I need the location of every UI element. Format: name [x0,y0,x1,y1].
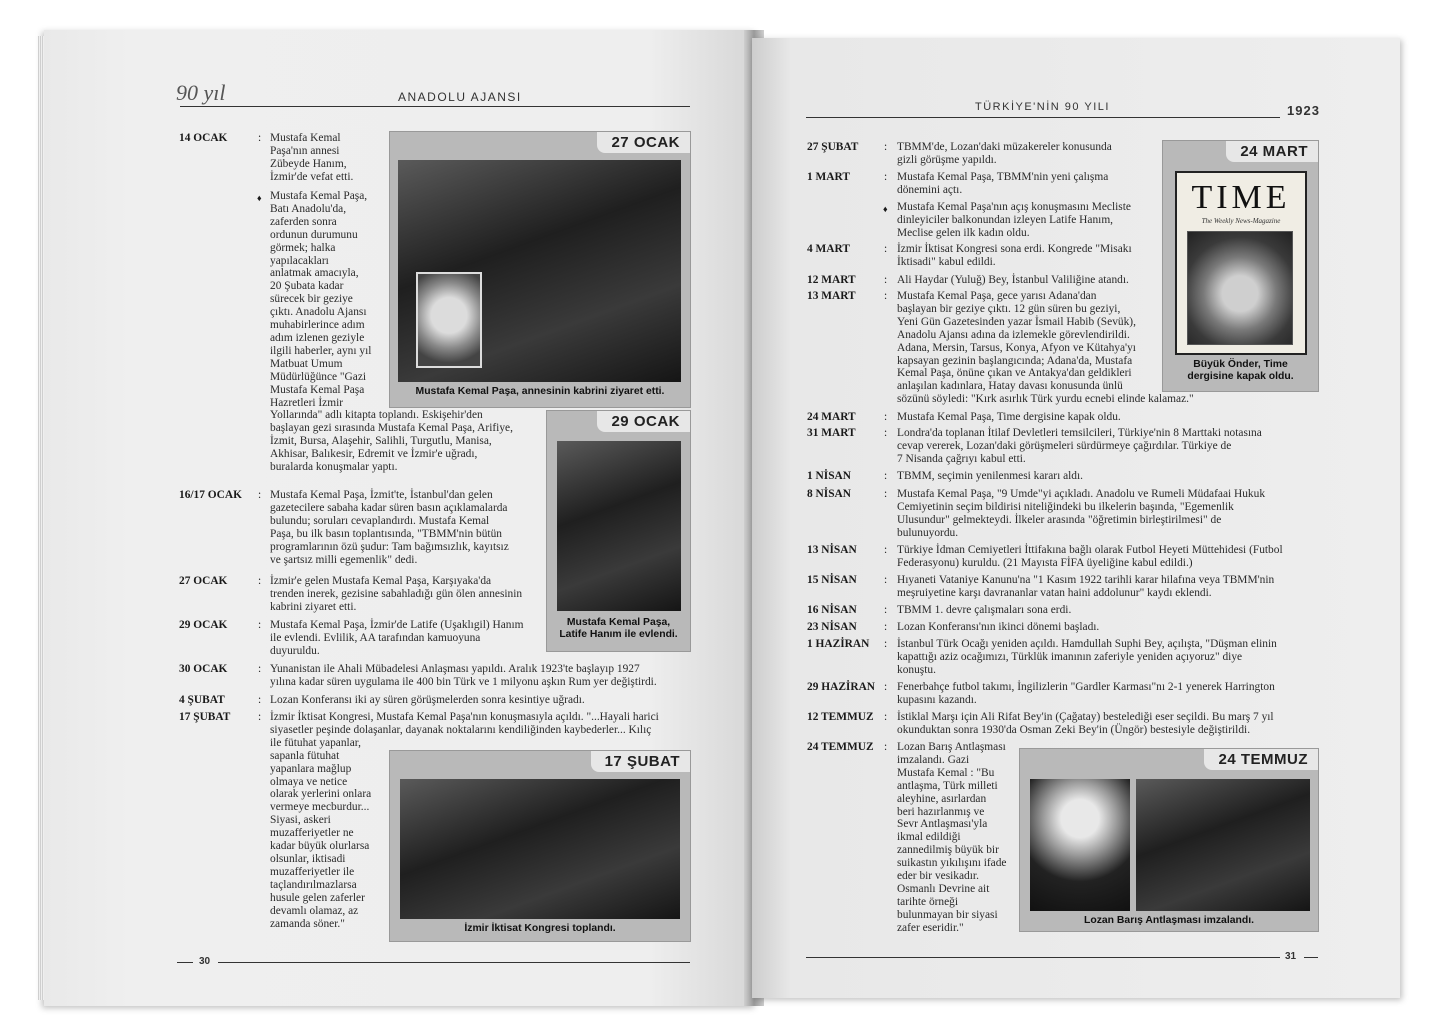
date-label: 13 MART [807,290,856,302]
photo-panel [1162,140,1319,392]
text-line: meşruiyetine karşı davrananlar vatan haini addolunur" kaydı eklendi. [897,586,1212,599]
text-line: aleyhine, asırlardan [897,792,987,805]
separator-colon: : [258,132,262,144]
time-magazine-cover [1175,171,1307,355]
text-line: olmaya ve netice [270,775,348,788]
date-label: 27 OCAK [179,575,228,587]
separator-colon: : [258,711,262,723]
text-line: başlayan bir geziye çıktı. 12 gün süren bu geziyi, [897,302,1121,315]
text-line: Türkiye İdman Cemiyetleri İttifakına bağlı olarak Futbol Heyeti Müttehidesi (Futbol [897,544,1283,556]
time-tagline: The Weekly News-Magazine [1201,217,1281,225]
text-line: yapılacakları [270,254,329,267]
left-running-header: ANADOLU AJANSI [398,90,522,104]
text-line: eder bir vesikadır. [897,870,979,883]
entry-text [897,427,1317,466]
text-line: Paşa'nın annesi [270,144,340,157]
date-label: 17 ŞUBAT [179,711,231,723]
separator-colon: : [884,638,888,650]
bullet-icon: ♦ [257,193,262,203]
left-header-rule [180,106,690,107]
text-line: Yeni Gün Gazetesinden yazar İsmail Habib (Sevük), [897,315,1136,328]
text-line: Mustafa Kemal Paşa, İzmir'de Latife (Uşaklıgil) Hanım [270,619,524,631]
treaty-signing-photo [1136,779,1310,911]
text-line: sürecek bir geziye [270,293,353,306]
separator-colon: : [258,663,262,675]
text-line: kapsayan gezinin başlangıcında; Adana'da, Mustafa [897,354,1133,367]
entry-text [897,574,1317,600]
text-line: kupasını kazandı. [897,693,977,706]
date-label: 29 OCAK [179,619,228,631]
entry-text [897,411,1317,424]
date-label: 12 TEMMUZ [807,711,874,723]
page-number: 31 [1285,951,1297,962]
date-label: 4 ŞUBAT [179,694,225,706]
separator-colon: : [884,141,888,153]
text-line: Yunanistan ile Ahali Mübadelesi Anlaşması yapıldı. Aralık 1923'te başlayıp 1927 [270,663,640,675]
text-line: anlatmak amacıyla, [270,267,359,280]
entry-text [897,638,1317,677]
text-line: ile fütuhat yapanlar, [270,736,361,749]
text-line: dinleyiciler balkonundan izleyen Latife Hanım, [897,213,1114,226]
text-line: 7 Nisanda çağrıyı kabul etti. [897,452,1026,465]
text-line: Kemal Paşa, önüne çıkan ve Antakya'dan geldikleri [897,367,1132,380]
text-line: konuştu. [897,663,936,676]
text-line: Hazretleri İzmir [270,396,344,409]
text-line: İstanbul Türk Ocağı yeniden açıldı. Hamdullah Suphi Bey, açılışta, "Düşman elinin [897,638,1277,650]
date-label: 23 NİSAN [807,621,857,633]
text-line: Paşa, bu ilk basın toplantısında, "TBMM'nin bütün [270,527,502,540]
entry-text [897,141,1167,167]
text-line: İzmir İktisat Kongresi, Mustafa Kemal Paşa'nın konuşmasıyla açıldı. "...Hayali harici [270,711,659,723]
portrait-inset [416,272,482,368]
photo-panel [389,750,691,942]
separator-colon: : [884,604,888,616]
entry-text [897,274,1167,287]
text-line: Anadolu Ajansı adına da izlemekle görevlendirildi. [897,328,1130,341]
entry-text [270,575,550,614]
text-line: antlaşma, Türk milleti [897,779,998,792]
text-line: ilgili haberler, aynı yıl [270,344,372,357]
congress-photo [400,779,680,919]
date-label: 30 OCAK [179,663,228,675]
separator-colon: : [884,681,888,693]
text-line: Federasyonu) kuruldu. (21 Mayısta FİFA üyeliğine kabul edildi.) [897,556,1193,569]
entry-text [897,171,1167,197]
separator-colon: : [884,290,888,302]
separator-colon: : [884,274,888,286]
text-line: husule gelen zaferler [270,891,365,904]
text-line: bulunuyordu. [897,526,959,539]
photo-caption: İzmir İktisat Kongresi toplandı. [464,923,616,934]
separator-colon: : [884,171,888,183]
text-line: devamlı olamaz, az [270,904,359,917]
text-line: muzafferiyetler ne [270,827,354,840]
date-label: 29 HAZİRAN [807,681,876,693]
text-line: sapanla fütuhat [270,749,340,762]
text-line: Mustafa Kemal : "Bu [897,766,995,779]
date-label: 1 MART [807,171,850,183]
photo-caption: Büyük Önder, Time dergisine kapak oldu. [1187,359,1294,382]
footer-rule [806,957,1280,958]
date-label: 15 NİSAN [807,574,857,586]
text-line: Cemiyetinin seçim bildirisi niteliğindeki bu ilkelerin başında, "Egemenlik [897,500,1234,513]
entry-text [270,694,695,707]
entry-text [897,201,1167,240]
entry-text [897,741,1022,935]
text-line: 20 Şubata kadar [270,280,344,293]
text-line: Fenerbahçe futbol takımı, İngilizlerin "Gardler Karması"nı 2-1 yenerek Harrington [897,681,1275,693]
date-label: 24 MART [807,411,856,423]
right-header-rule [806,117,1280,118]
date-label: 16 NİSAN [807,604,857,616]
entry-text [897,681,1317,707]
text-line: duyuruldu. [270,644,320,657]
text-line: ile evlendi. Evlilik, AA tarafından kamuoyuna [270,631,481,644]
text-line: programlarının özü şudur: Tam bağımsızlık, kayıtsız [270,540,509,553]
text-line: suikastın yıkılışını ifade [897,857,1007,870]
text-line: TBMM 1. devre çalışmaları sona erdi. [897,604,1072,616]
entry-text [270,619,550,658]
text-line: Adana, Mersin, Tarsus, Konya, Afyon ve Kütahya'yı [897,341,1136,354]
text-line: vermeye mecburdur... [270,801,370,814]
text-line: Mustafa Kemal Paşa [270,383,365,396]
footer-rule [177,962,193,963]
text-line: tarihte örneği [897,895,959,908]
date-label: 1 NİSAN [807,470,851,482]
text-line: bulundu; soruları cevaplandırdı. Mustafa Kemal [270,514,490,527]
text-line: Mustafa Kemal Paşa, Time dergisine kapak oldu. [897,411,1121,423]
separator-colon: : [258,575,262,587]
separator-colon: : [884,243,888,255]
photo-date-tab: 24 TEMMUZ [1204,749,1318,770]
date-label: 27 ŞUBAT [807,141,859,153]
text-line: muzafferiyetler ile [270,865,355,878]
footer-rule [1304,957,1318,958]
text-line: yılına kadar süren uygulama ile 400 bin Türk ve 1 milyonu aşkın Rum yer değiştirdi. [270,675,657,688]
photo-caption: Lozan Barış Antlaşması imzalandı. [1084,915,1254,926]
text-line: başlayan gezi sırasında Mustafa Kemal Paşa, Arifiye, [270,422,513,435]
text-line: TBMM'de, Lozan'daki müzakereler konusunda [897,141,1112,153]
text-line: Meclise gelen ilk kadın oldu. [897,226,1030,239]
text-line: bulunmayan bir siyasi [897,908,998,921]
text-line: İzmir'e gelen Mustafa Kemal Paşa, Karşıyaka'da [270,575,492,587]
date-label: 12 MART [807,274,856,286]
text-line: Londra'da toplanan İtilaf Devletleri temsilcileri, Türkiye'nin 8 Marttaki notasına [897,427,1262,439]
entry-text [897,621,1317,634]
photo-date-tab: 29 OCAK [597,411,690,432]
entry-text [270,489,550,566]
photo-date-tab: 24 MART [1226,141,1318,162]
text-line: adım izlenen geziyle [270,331,365,344]
date-label: 16/17 OCAK [179,489,242,501]
text-line: Lozan Konferansı iki ay süren görüşmelerden sonra kesintiye uğradı. [270,694,585,706]
text-line: Sevr Antlaşması'yla [897,818,988,831]
footer-rule [218,962,690,963]
text-line: kadar büyük olurlarsa [270,840,370,853]
entry-text [897,243,1167,269]
date-label: 24 TEMMUZ [807,741,874,753]
text-line: Mustafa Kemal Paşa'nın açış konuşmasını Mecliste [897,201,1131,213]
bullet-icon: ♦ [883,204,888,214]
entry-text [897,604,1317,617]
text-line: zafer eseridir." [897,921,964,934]
text-line: siyasetler peşinde dolaşanlar, dayanak noktalarını kendiliğinden kaybederler... Kılıç [270,723,652,736]
text-line: zaferden sonra [270,215,337,228]
text-line: ordunun durumunu [270,228,358,241]
date-label: 1 HAZİRAN [807,638,870,650]
text-line: gazetecilere sabaha kadar süren basın açıklamalarda [270,501,508,514]
entry-text [897,290,1194,406]
separator-colon: : [258,619,262,631]
separator-colon: : [884,741,888,753]
text-line: Matbuat Umum [270,357,343,370]
text-line: TBMM, seçimin yenilenmesi kararı aldı. [897,470,1084,482]
text-line: Yollarında" adlı kitapta toplandı. Eskişehir'den [270,409,483,422]
text-line: sözünü söyledi: "Kırk asırlık Türk yurdu ecnebi elinde kalamaz." [897,393,1194,406]
text-line: İktisadi" kabul edildi. [897,255,996,268]
text-line: dönemini açtı. [897,183,963,196]
text-line: Batı Anadolu'da, [270,202,347,215]
text-line: muhabirlerince adım [270,319,365,332]
right-running-header: TÜRKİYE'NİN 90 YILI [975,101,1110,113]
text-line: Hıyaneti Vataniye Kanunu'na "1 Kasım 1922 tarihli karar hilafına veya TBMM'nin [897,574,1275,586]
date-label: 4 MART [807,243,850,255]
photo-caption: Mustafa Kemal Paşa, Latife Hanım ile evlendi. [559,617,678,640]
text-line: Mustafa Kemal Paşa, TBMM'nin yeni çalışma [897,171,1109,183]
text-line: beri hazırlanmış ve [897,805,985,818]
entry-text [897,711,1317,737]
text-line: çıktı. Anadolu Ajansı [270,306,367,319]
text-line: Mustafa Kemal Paşa, gece yarısı Adana'dan [897,290,1097,302]
entry-text [897,470,1317,483]
text-line: ikmal edildiği [897,831,961,844]
anniversary-logo: 90 yıl [176,80,226,105]
text-line: İzmir'de vefat etti. [270,170,354,183]
separator-colon: : [884,621,888,633]
photo-panel [1019,748,1319,932]
text-line: yapanlara mağlup [270,762,352,775]
entry-text [897,544,1317,570]
text-line: buralarda konuşmalar yaptı. [270,461,398,474]
photo-date-tab: 17 ŞUBAT [591,751,690,772]
text-line: anlaşılan kadınlara, Hatay davası konusunda ünlü [897,380,1123,393]
text-line: taçlandırılmazlarsa [270,878,357,891]
text-line: Osmanlı Devrine ait [897,882,990,895]
time-masthead: TIME [1191,179,1291,216]
text-line: olarak yerlerini onlara [270,788,372,801]
text-line: cevap vererek, Lozan'daki görüşmeleri sürdürmeye çağırdılar. Türkiye de [897,439,1232,452]
separator-colon: : [884,488,888,500]
photo-panel [546,410,691,652]
text-line: görmek; halka [270,241,336,254]
separator-colon: : [884,544,888,556]
text-line: Ali Haydar (Yuluğ) Bey, İstanbul Valiliğine atandı. [897,274,1129,286]
text-line: ve şartsız milli egemenlik" dedi. [270,553,418,566]
text-line: Siyasi, askeri [270,814,331,827]
portrait-photo [1030,779,1130,911]
text-line: kabrini ziyaret etti. [270,600,357,613]
text-line: Mustafa Kemal [270,132,341,144]
separator-colon: : [884,411,888,423]
text-line: kapattığı aziz ocağımızı, Türklük imanının zaferiyle yeniden açıyoruz" diye [897,650,1243,663]
text-line: Ulusundur" gelmekteydi. İlkeler arasında "öğretimin birleştirilmesi" de [897,513,1222,526]
text-line: okunduktan sonra 1930'da Osman Zeki Bey'in (Üngör) bestesiyle değiştirildi. [897,723,1251,736]
date-label: 14 OCAK [179,132,228,144]
separator-colon: : [258,489,262,501]
separator-colon: : [258,694,262,706]
text-line: zamanda söner." [270,917,345,930]
text-line: imzalandı. Gazi [897,753,970,766]
date-label: 8 NİSAN [807,488,851,500]
text-line: İzmir İktisat Kongresi sona erdi. Kongrede "Misakı [897,243,1132,255]
text-line: trenden inerek, gezisine sabahladığı gün ölen annesinin [270,587,523,600]
text-line: olsunlar, iktisadi [270,852,346,865]
text-line: İstiklal Marşı için Ali Rifat Bey'in (Çağatay) bestelediği eser seçildi. Bu marş 7 yıl [897,711,1274,723]
text-line: Zübeyde Hanım, [270,157,347,170]
separator-colon: : [884,427,888,439]
date-label: 13 NİSAN [807,544,857,556]
photo-caption: Mustafa Kemal Paşa, annesinin kabrini ziyaret etti. [415,386,665,397]
text-line: Lozan Barış Antlaşması [897,741,1006,753]
page-number: 30 [199,956,211,967]
photo-date-tab: 27 OCAK [597,132,690,153]
cover-portrait [1187,231,1293,345]
cemetery-visit-photo [398,160,681,382]
date-label: 31 MART [807,427,856,439]
year-label: 1923 [1287,103,1320,118]
text-line: Lozan Konferansı'nın ikinci dönemi başladı. [897,621,1100,633]
photo-panel [389,131,691,408]
text-line: İzmit, Bursa, Alaşehir, Salihli, Turgutlu, Manisa, [270,435,492,448]
text-line: gizli görüşme yapıldı. [897,153,997,166]
wedding-photo [557,441,681,611]
entry-text [897,488,1317,540]
text-line: Müdürlüğünce "Gazi [270,370,367,383]
text-line: zannedilmiş büyük bir [897,844,999,857]
text-line: Mustafa Kemal Paşa, "9 Umde"yi açıkladı. Anadolu ve Rumeli Müdafaai Hukuk [897,488,1266,500]
separator-colon: : [884,711,888,723]
entry-text [270,132,380,184]
entry-text [270,663,695,689]
text-line: Mustafa Kemal Paşa, İzmit'te, İstanbul'dan gelen [270,489,493,501]
text-line: Akhisar, Balıkesir, Edremit ve İzmir'e uğradı, [270,448,478,461]
text-line: Mustafa Kemal Paşa, [270,190,368,202]
separator-colon: : [884,574,888,586]
separator-colon: : [884,470,888,482]
